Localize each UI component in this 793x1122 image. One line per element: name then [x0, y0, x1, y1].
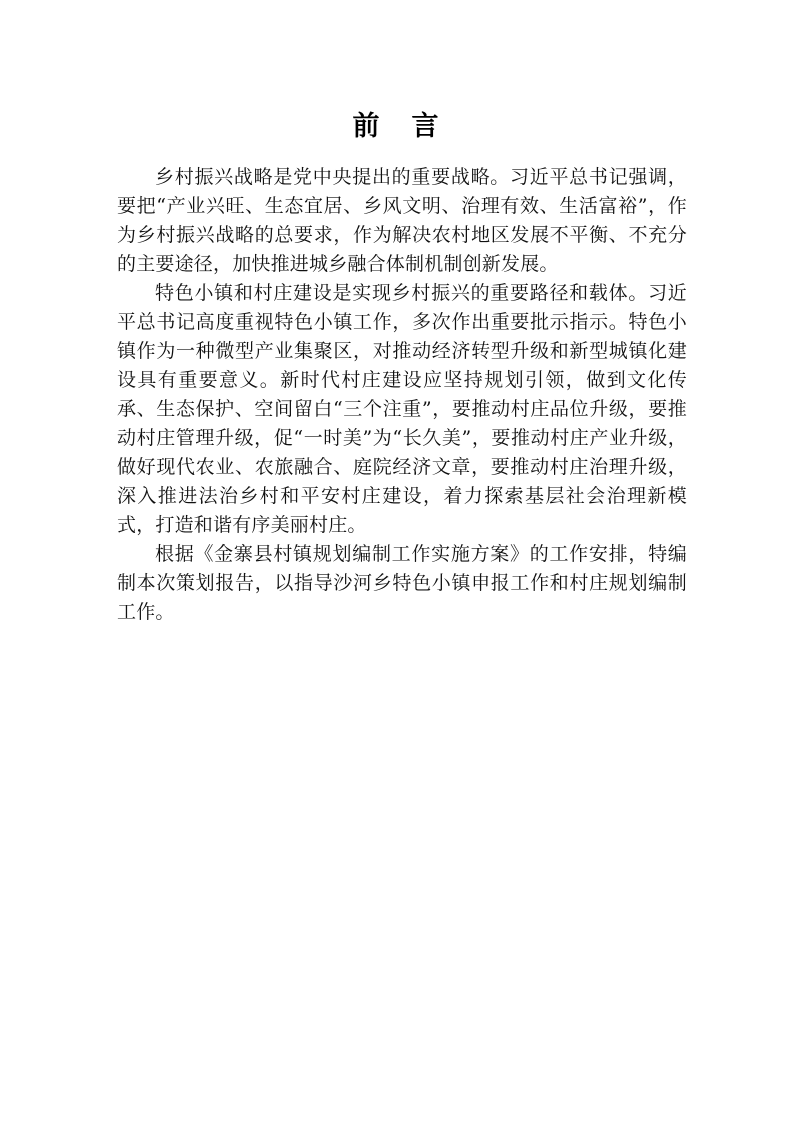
paragraph-3: 根据《金寨县村镇规划编制工作实施方案》的工作安排，特编制本次策划报告，以指导沙河乡特色小镇申报工作和村庄规划编制工作。 [117, 543, 687, 623]
paragraph-2: 特色小镇和村庄建设是实现乡村振兴的重要路径和载体。习近平总书记高度重视特色小镇工作，多次作出重要批示指示。特色小镇作为一种微型产业集聚区，对推动经济转型升级和新型城镇化建设具有重要意义。新时代村庄建设应坚持规划引领，做到文化传承、生态保护、空间留白“三个注重”，要推动村庄品位升级，要推动村庄管理升级，促“一时美”为“长久美”，要推动村庄产业升级，做好现代农业、农旅融合、庭院经济文章，要推动村庄治理升级，深入推进法治乡村和平安村庄建设，着力探索基层社会治理新模式，打造和谐有序美丽村庄。 [117, 282, 687, 536]
paragraph-1: 乡村振兴战略是党中央提出的重要战略。习近平总书记强调，要把“产业兴旺、生态宜居、乡风文明、治理有效、生活富裕”，作为乡村振兴战略的总要求，作为解决农村地区发展不平衡、不充分的主要途径，加快推进城乡融合体制机制创新发展。 [117, 166, 687, 275]
title-char-1: 前 [352, 111, 382, 142]
title-char-2: 言 [411, 111, 441, 142]
preface-body [117, 163, 687, 627]
page-title [0, 104, 793, 143]
